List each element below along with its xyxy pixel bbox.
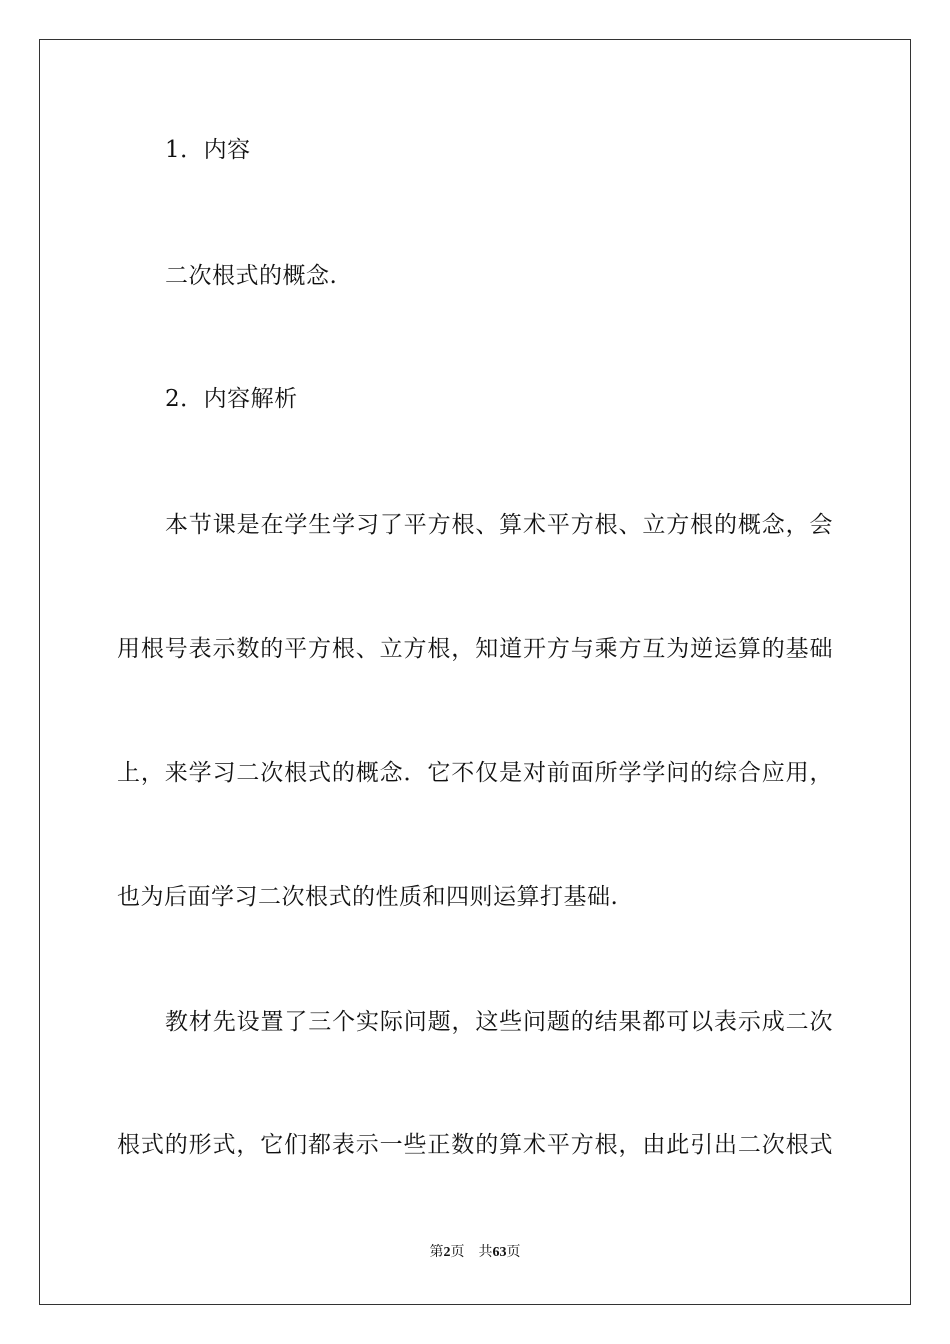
section-heading-analysis: 2．内容解析	[165, 386, 298, 412]
section-heading-content: 1．内容	[165, 137, 251, 163]
page-number: 2	[443, 1245, 451, 1260]
paragraph-line: 用根号表示数的平方根、立方根，知道开方与乘方互为逆运算的基础	[117, 636, 833, 662]
page-footer	[0, 1243, 950, 1262]
paragraph-line: 也为后面学习二次根式的性质和四则运算打基础.	[117, 884, 619, 910]
total-suffix: 页	[506, 1244, 521, 1260]
page-prefix: 第	[429, 1244, 444, 1260]
page-border	[39, 39, 911, 1305]
paragraph-line: 本节课是在学生学习了平方根、算术平方根、立方根的概念，会	[165, 512, 833, 538]
total-prefix: 共	[478, 1244, 493, 1260]
paragraph-concept: 二次根式的概念.	[165, 263, 338, 289]
total-pages: 63	[492, 1245, 507, 1260]
paragraph-line: 根式的形式，它们都表示一些正数的算术平方根，由此引出二次根式	[117, 1132, 833, 1158]
page-suffix: 页	[450, 1244, 465, 1260]
paragraph-line: 教材先设置了三个实际问题，这些问题的结果都可以表示成二次	[165, 1009, 833, 1035]
paragraph-line: 上，来学习二次根式的概念．它不仅是对前面所学学问的综合应用，	[117, 760, 833, 786]
